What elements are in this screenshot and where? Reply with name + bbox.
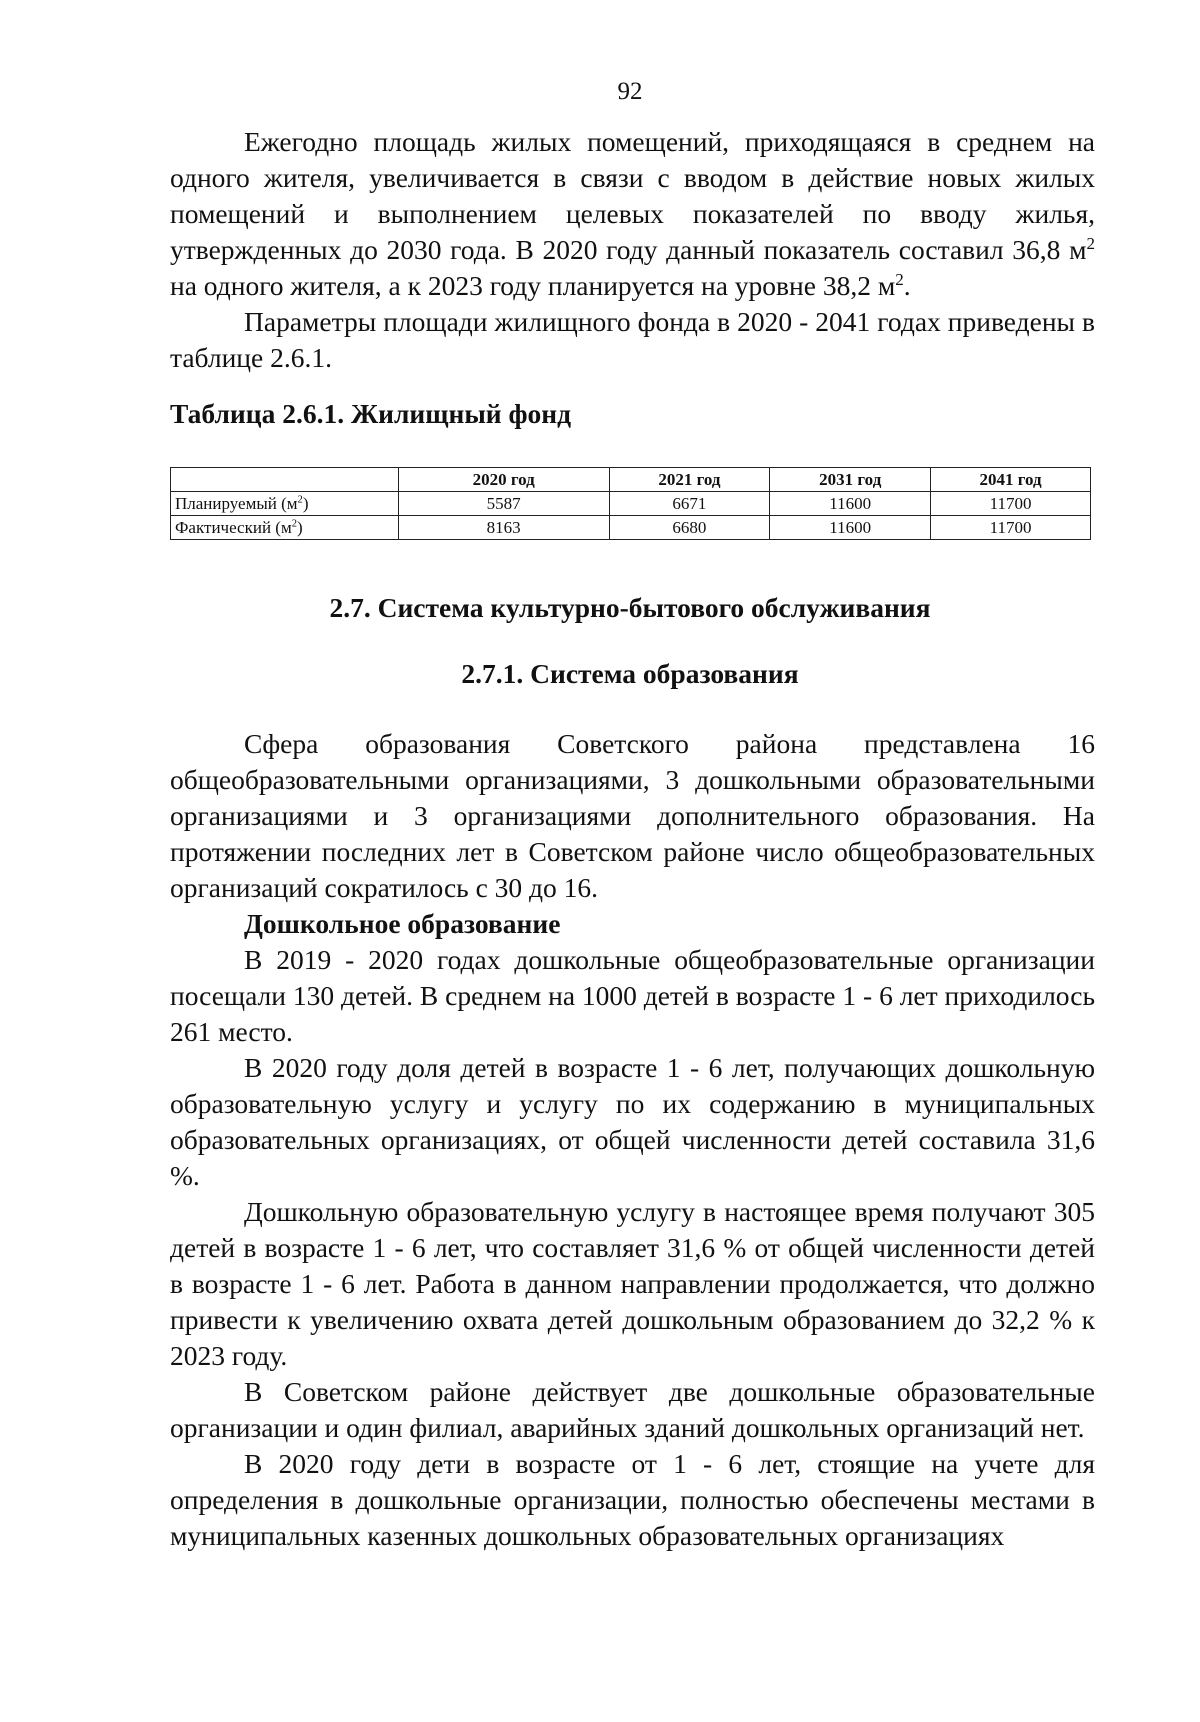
row-label-end: ): [302, 493, 309, 513]
table-row-label: [171, 516, 399, 540]
section-heading: 2.7. Система культурно-бытового обслуживания: [329, 592, 931, 623]
intro-p1-part-c: .: [903, 270, 911, 301]
table-cell: 6680: [609, 516, 770, 540]
table-header-cell: [171, 468, 399, 492]
body-paragraph-6: В 2020 году дети в возрасте от 1 - 6 лет, стоящие на учете для определения в дошкольные организации, полностью обеспечены местами в муниципальных казенных дошкольных образовательных организациях: [170, 1448, 1095, 1551]
table-cell: 5587: [398, 492, 609, 516]
table-cell: 11600: [770, 492, 931, 516]
table-header-row: [171, 468, 1091, 492]
body-paragraph-5: В Советском районе действует две дошкольные образовательные организации и один филиал, аварийных зданий дошкольных организаций нет.: [170, 1376, 1095, 1443]
superscript-2: 2: [291, 517, 297, 529]
table-row-label: [171, 492, 399, 516]
page-number: 92: [617, 78, 643, 105]
intro-paragraph-1: [170, 124, 1095, 304]
row-label-text: Фактический (м: [175, 517, 292, 537]
table-title: Таблица 2.6.1. Жилищный фонд: [170, 398, 572, 429]
table-cell: 11700: [931, 492, 1091, 516]
housing-table: [170, 467, 1091, 540]
table-cell: 8163: [398, 516, 609, 540]
preschool-heading: Дошкольное образование: [244, 908, 561, 939]
table-cell: 11700: [931, 516, 1091, 540]
table-row: [171, 516, 1091, 540]
education-text: [170, 726, 1095, 1554]
table-cell: 6671: [609, 492, 770, 516]
body-paragraph-2: В 2019 - 2020 годах дошкольные общеобразовательные организации посещали 130 детей. В среднем на 1000 детей в возрасте 1 - 6 лет приходилось 261 место.: [170, 944, 1095, 1047]
table-header-cell: 2021 год: [609, 468, 770, 492]
body-paragraph-1: Сфера образования Советского района представлена 16 общеобразовательными организациями, 3 дошкольными образовательными организациями и 3 организациями дополнительного образования. На протяжении последних лет в Советском районе число общеобразовательных организаций сократилось с 30 до 16.: [170, 728, 1095, 903]
table-cell: 11600: [770, 516, 931, 540]
row-label-end: ): [297, 517, 303, 537]
intro-p1-part-a: Ежегодно площадь жилых помещений, приходящаяся в среднем на одного жителя, увеличивается в связи с вводом в действие новых жилых помещений и выполнением целевых показателей по вводу жилья, утвержденных до 2030 года. В 2020 году данный показатель составил 36,8 м: [170, 126, 1095, 265]
superscript-2: 2: [895, 269, 904, 289]
subsection-heading: 2.7.1. Система образования: [461, 658, 799, 689]
superscript-2: 2: [297, 493, 303, 505]
table-header-cell: 2031 год: [770, 468, 931, 492]
intro-text: [170, 124, 1095, 376]
body-paragraph-4: Дошкольную образовательную услугу в настоящее время получают 305 детей в возрасте 1 - 6 лет, что составляет 31,6 % от общей численности детей в возрасте 1 - 6 лет. Работа в данном направлении продолжается, что должно привести к увеличению охвата детей дошкольным образованием до 32,2 % к 2023 году.: [170, 1196, 1095, 1371]
intro-p1-part-b: на одного жителя, а к 2023 году планируется на уровне 38,2 м: [170, 270, 896, 301]
intro-paragraph-2: Параметры площади жилищного фонда в 2020 - 2041 годах приведены в таблице 2.6.1.: [170, 306, 1095, 373]
table-header-cell: 2041 год: [931, 468, 1091, 492]
body-paragraph-3: В 2020 году доля детей в возрасте 1 - 6 лет, получающих дошкольную образовательную услугу и услугу по их содержанию в муниципальных образовательных организациях, от общей численности детей составила 31,6 %.: [170, 1052, 1095, 1191]
superscript-2: 2: [1086, 233, 1095, 253]
table-header-cell: 2020 год: [398, 468, 609, 492]
row-label-text: Планируемый (м: [175, 493, 298, 513]
table-row: [171, 492, 1091, 516]
